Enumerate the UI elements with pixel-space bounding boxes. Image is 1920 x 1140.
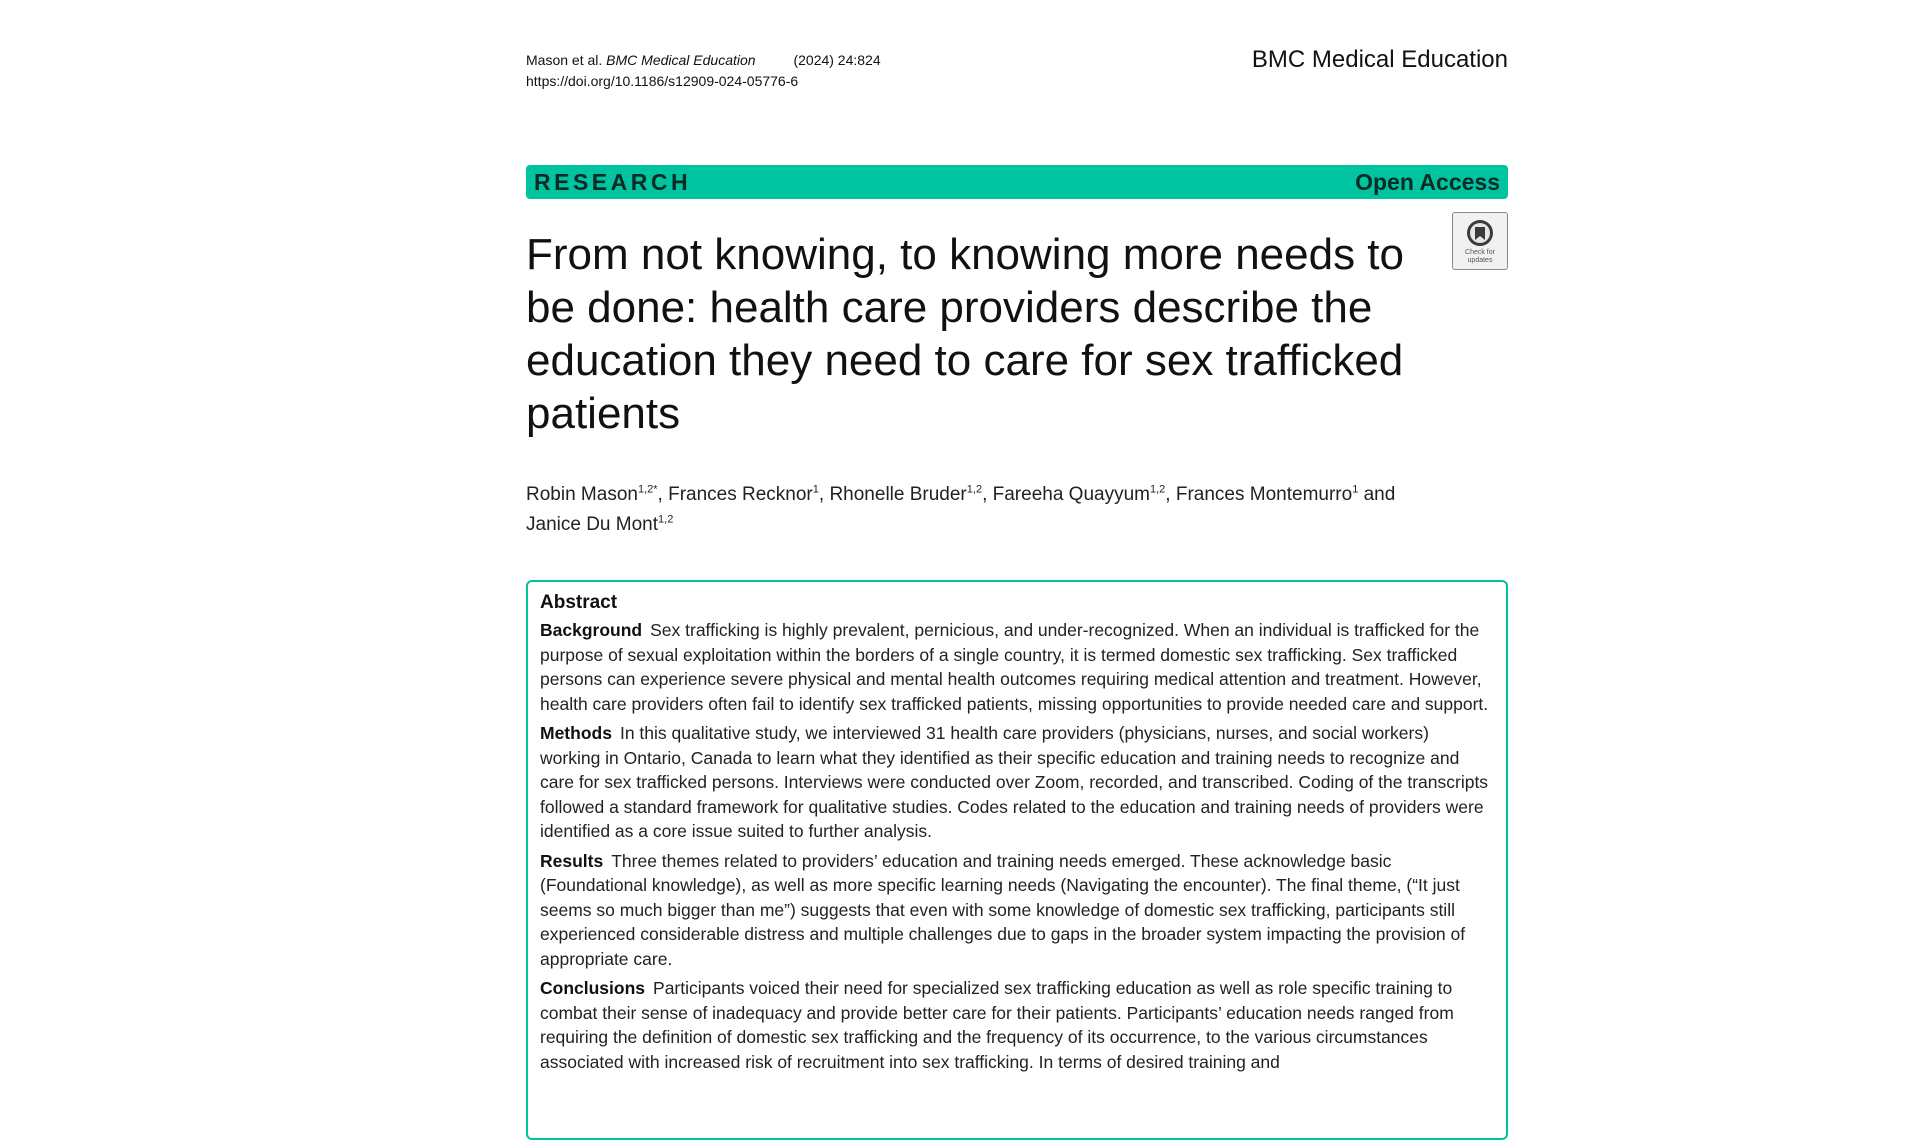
- background-label: Background: [540, 620, 643, 640]
- citation-line: [526, 50, 881, 71]
- author[interactable]: Frances Montemurro$^1$: [1175, 483, 1359, 505]
- background-text: Sex trafficking is highly prevalent, pernicious, and under-recognized. When an individual is trafficked for the purpose of sexual exploitation within the borders of a single country, it is termed domestic sex trafficking. Sex trafficked persons can experience severe physical and mental health outcomes requiring medical attention and treatment. However, health care providers often fail to identify sex trafficked patients, missing opportunities to provide needed care and support.: [540, 620, 1489, 714]
- results-text: Three themes related to providers’ education and training needs emerged. These acknowledge basic (Foundational knowledge), as well as more specific learning needs (Navigating the encounter). The final theme, (“It just seems so much bigger than me”) suggests that even with some knowledge of domestic sex trafficking, participants still experienced considerable distress and multiple challenges due to gaps in the broader system impacting the provision of appropriate care.: [540, 850, 1466, 969]
- check-for-updates-icon: [1465, 218, 1495, 248]
- abstract-conclusions: [540, 976, 1494, 1074]
- author[interactable]: Fareeha Quayyum$^{1,2}$: [992, 483, 1166, 505]
- check-badge-label-1: Check for: [1465, 249, 1495, 256]
- abstract-background: [540, 618, 1494, 716]
- citation-journal: BMC Medical Education: [606, 52, 756, 68]
- results-label: Results: [540, 850, 604, 871]
- author[interactable]: Rhonelle Bruder$^{1,2}$: [829, 483, 983, 505]
- author-list: Robin Mason$^{1,2*}$, Frances Recknor$^1$, Rhonelle Bruder$^{1,2}$, Fareeha Quayyum$^{1,2}$, Frances Montemurro$^1$ and Janice Du Mont$^{1,2}$: [526, 483, 1396, 535]
- article-title: From not knowing, to knowing more needs to be done: health care providers describe the education they need to care for sex trafficked patients: [526, 230, 1405, 438]
- article-page: [526, 0, 1508, 1080]
- abstract-results: [540, 849, 1494, 972]
- methods-label: Methods: [540, 723, 612, 743]
- doi-link[interactable]: https://doi.org/10.1186/s12909-024-05776-6: [526, 73, 799, 89]
- journal-name: BMC Medical Education: [1251, 46, 1508, 73]
- check-for-updates-badge[interactable]: [1452, 212, 1508, 270]
- citation-block: [526, 50, 881, 92]
- abstract-methods: [540, 721, 1494, 844]
- article-type-banner: [526, 165, 1508, 199]
- abstract-box: [526, 580, 1508, 1140]
- methods-text: In this qualitative study, we interviewed 31 health care providers (physicians, nurses, and social workers) working in Ontario, Canada to learn what they identified as their specific education and training needs to recognize and care for sex trafficked persons. Interviews were conducted over Zoom, recorded, and transcribed. Coding of the transcripts followed a standard framework for qualitative studies. Codes related to the education and training needs of providers were identified as a core issue suited to further analysis.: [540, 723, 1489, 841]
- check-badge-label-2: updates: [1467, 257, 1493, 264]
- conclusions-label: Conclusions: [540, 978, 646, 998]
- citation-year-volume: (2024) 24:824: [793, 52, 881, 68]
- conclusions-text: Participants voiced their need for specialized sex trafficking education as well as role specific training to combat their sense of inadequacy and provide better care for their patients. Participants’ education needs ranged from requiring the definition of domestic sex trafficking and the frequency of its occurrence, to the various circumstances associated with increased risk of recruitment into sex trafficking. In terms of desired training and: [540, 978, 1454, 1072]
- abstract-heading: Abstract: [540, 592, 618, 613]
- author[interactable]: Janice Du Mont$^{1,2}$: [526, 513, 674, 535]
- citation-authors: Mason et al.: [526, 52, 603, 68]
- author[interactable]: Robin Mason$^{1,2*}$: [526, 483, 658, 505]
- article-type-label: RESEARCH: [534, 168, 692, 195]
- open-access-label: Open Access: [1355, 168, 1500, 195]
- author[interactable]: Frances Recknor$^1$: [668, 483, 819, 505]
